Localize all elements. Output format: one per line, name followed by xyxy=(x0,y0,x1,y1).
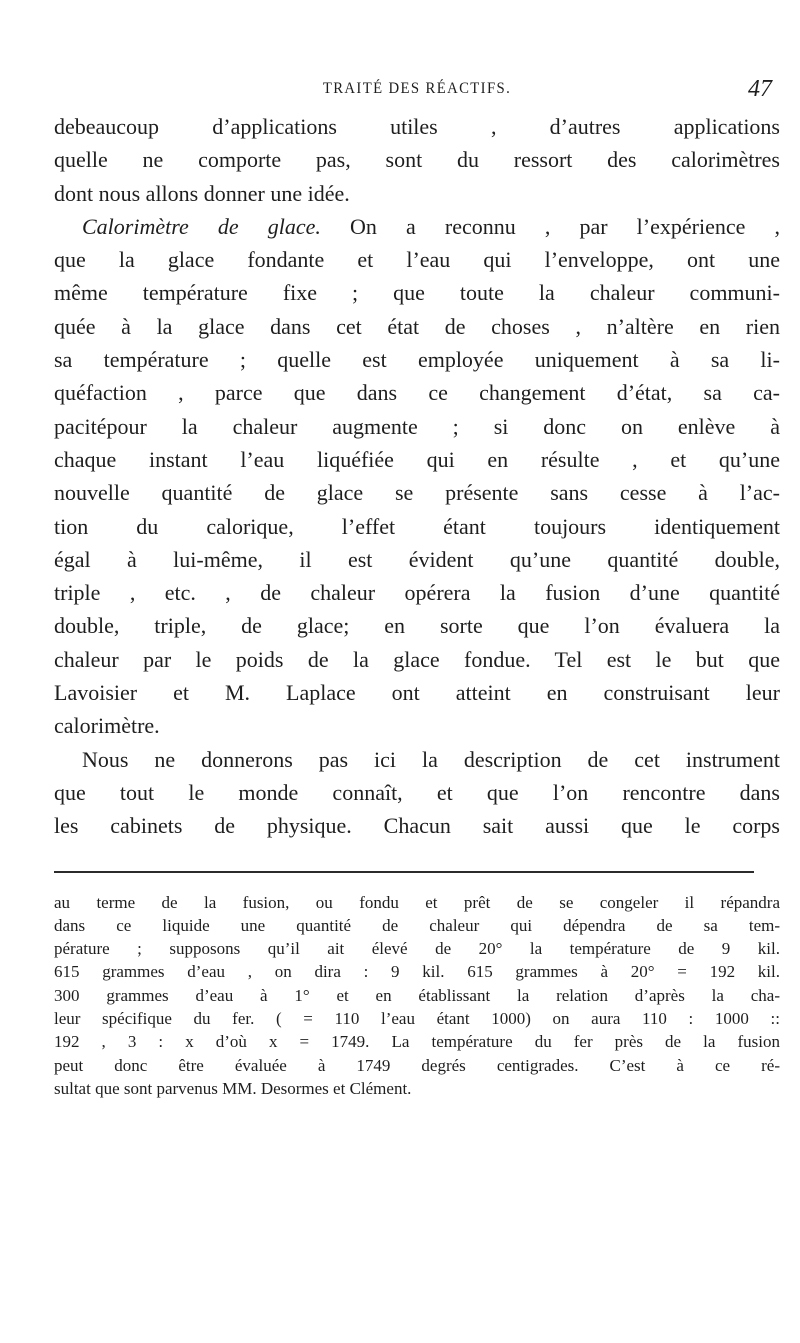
footnote xyxy=(54,891,780,1101)
text-line: nouvelle quantité de glace se présente sans cesse à l’ac- xyxy=(54,480,780,506)
text-line: chaleur par le poids de la glace fondue. Tel est le but que xyxy=(54,646,780,672)
text-line: tion du calorique, l’effet étant toujours identiquement xyxy=(54,513,780,539)
text-line: sa température ; quelle est employée uniquement à sa li- xyxy=(54,347,780,373)
footnote-line: pérature ; supposons qu’il ait élevé de 20° la température de 9 kil. xyxy=(54,939,780,959)
text-line: dont nous allons donner une idée. xyxy=(54,180,350,206)
text-line: double, triple, de glace; en sorte que l’on évaluera la xyxy=(54,613,780,639)
text-line: triple , etc. , de chaleur opérera la fusion d’une quantité xyxy=(54,580,780,606)
text-line: Lavoisier et M. Laplace ont atteint en construisant leur xyxy=(54,680,780,706)
running-title: TRAITÉ DES RÉACTIFS. xyxy=(322,80,512,97)
paragraph-heading-line xyxy=(54,210,780,243)
footnote-line: 615 grammes d’eau , on dira : 9 kil. 615 grammes à 20° = 192 kil. xyxy=(54,962,780,982)
text-line: que la glace fondante et l’eau qui l’enveloppe, ont une xyxy=(54,247,780,273)
footnote-line: peut donc être évaluée à 1749 degrés centigrades. C’est à ce ré- xyxy=(54,1055,780,1075)
footnote-line: 300 grammes d’eau à 1° et en établissant la relation d’après la cha- xyxy=(54,985,780,1005)
text-line: quelle ne comporte pas, sont du ressort des calorimètres xyxy=(54,147,780,173)
text-line: debeaucoup d’applications utiles , d’autres applications xyxy=(54,114,780,139)
text-line: quéfaction , parce que dans ce changement d’état, sa ca- xyxy=(54,380,780,406)
text-line: chaque instant l’eau liquéfiée qui en résulte , et qu’une xyxy=(54,446,780,472)
text-line: égal à lui-même, il est évident qu’une quantité double, xyxy=(54,546,780,572)
text-line: même température fixe ; que toute la chaleur communi- xyxy=(54,280,780,306)
section-lead-text: On a reconnu , par l’expérience , xyxy=(320,213,780,239)
page-number: 47 xyxy=(748,76,772,102)
running-head xyxy=(54,78,780,110)
text-line: les cabinets de physique. Chacun sait aussi que le corps xyxy=(54,813,780,839)
footnote-line: dans ce liquide une quantité de chaleur qui dépendra de sa tem- xyxy=(54,915,780,935)
text-line: quée à la glace dans cet état de choses , n’altère en rien xyxy=(54,313,780,339)
footnote-line: 192 , 3 : x d’où x = 1749. La température du fer près de la fusion xyxy=(54,1032,780,1052)
footnote-divider xyxy=(54,871,754,873)
book-page xyxy=(54,78,780,1100)
footnote-line: au terme de la fusion, ou fondu et prêt de se congeler il répandra xyxy=(54,892,780,912)
footnote-line: leur spécifique du fer. ( = 110 l’eau étant 1000) on aura 110 : 1000 :: xyxy=(54,1009,780,1029)
text-line: Nous ne donnerons pas ici la description de cet instrument xyxy=(82,746,780,772)
body-text xyxy=(54,110,780,843)
section-title: Calorimètre de glace. xyxy=(82,213,321,239)
text-line: pacitépour la chaleur augmente ; si donc on enlève à xyxy=(54,413,780,439)
footnote-line: sultat que sont parvenus MM. Desormes et Clément. xyxy=(54,1078,412,1098)
text-line: que tout le monde connaît, et que l’on rencontre dans xyxy=(54,779,780,805)
text-line: calorimètre. xyxy=(54,713,160,739)
